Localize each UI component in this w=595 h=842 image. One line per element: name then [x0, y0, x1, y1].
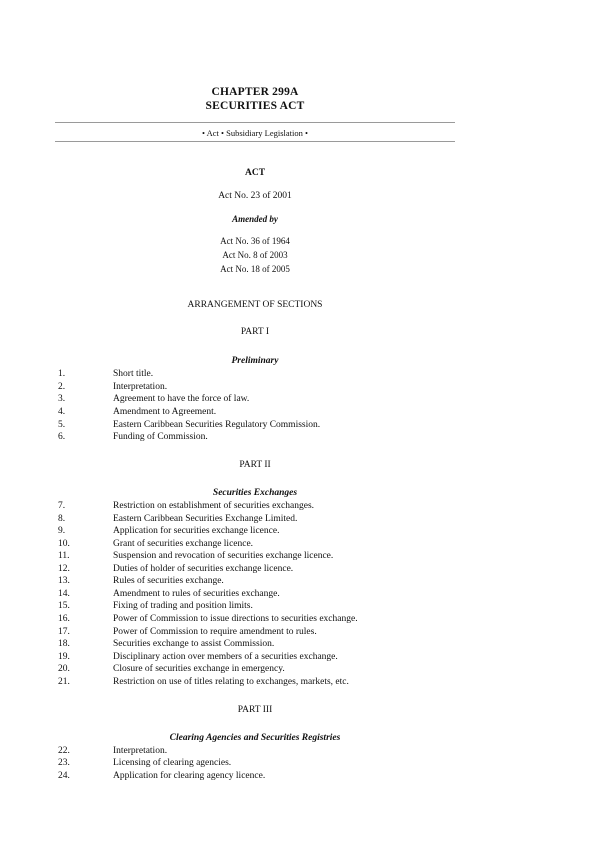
- section-number: 18.: [58, 639, 70, 649]
- section-title: Interpretation.: [113, 746, 168, 756]
- section-entry[interactable]: [58, 539, 253, 549]
- section-number: 20.: [58, 664, 70, 674]
- section-number: 1.: [58, 369, 66, 379]
- section-entry[interactable]: [58, 601, 253, 611]
- part-subheading: Securities Exchanges: [212, 488, 298, 498]
- section-title: Power of Commission to require amendment to rules.: [113, 627, 317, 637]
- section-entry[interactable]: [58, 394, 249, 404]
- section-number: 8.: [58, 514, 66, 524]
- section-entry[interactable]: [58, 627, 317, 637]
- part-heading: PART III: [237, 705, 273, 715]
- section-entry[interactable]: [58, 639, 274, 649]
- section-entry[interactable]: [58, 746, 167, 756]
- top-rule: [55, 122, 455, 123]
- section-entry[interactable]: [58, 382, 167, 392]
- section-entry[interactable]: [58, 576, 224, 586]
- section-title: Power of Commission to issue directions to securities exchange.: [113, 614, 358, 624]
- act-title: SECURITIES ACT: [205, 100, 305, 112]
- amendment-entry: Act No. 18 of 2005: [220, 264, 290, 274]
- section-title: Licensing of clearing agencies.: [113, 758, 232, 768]
- section-entry[interactable]: [58, 514, 297, 524]
- act-label: ACT: [244, 168, 266, 178]
- section-title: Disciplinary action over members of a securities exchange.: [113, 652, 338, 662]
- chapter-heading: CHAPTER 299A: [211, 86, 299, 98]
- section-title: Interpretation.: [113, 382, 168, 392]
- section-number: 7.: [58, 501, 66, 511]
- section-number: 3.: [58, 394, 66, 404]
- section-number: 11.: [58, 551, 70, 561]
- section-title: Restriction on establishment of securities exchanges.: [113, 501, 315, 511]
- section-nav-links[interactable]: • Act • Subsidiary Legislation •: [202, 128, 308, 138]
- section-entry[interactable]: [58, 677, 349, 687]
- section-title: Duties of holder of securities exchange licence.: [113, 564, 294, 574]
- section-entry[interactable]: [58, 758, 231, 768]
- section-number: 9.: [58, 526, 66, 536]
- section-number: 21.: [58, 677, 70, 687]
- section-number: 24.: [58, 771, 70, 781]
- section-number: 19.: [58, 652, 70, 662]
- section-number: 13.: [58, 576, 70, 586]
- section-entry[interactable]: [58, 501, 314, 511]
- section-entry[interactable]: [58, 771, 265, 781]
- section-entry[interactable]: [58, 614, 358, 624]
- part-heading: PART II: [239, 460, 271, 470]
- section-title: Eastern Caribbean Securities Exchange Limited.: [113, 514, 298, 524]
- section-title: Securities exchange to assist Commission.: [113, 639, 275, 649]
- section-number: 22.: [58, 746, 70, 756]
- part-heading: PART I: [240, 327, 270, 337]
- section-title: Application for securities exchange licence.: [113, 526, 280, 536]
- section-number: 23.: [58, 758, 70, 768]
- bottom-rule: [55, 141, 455, 142]
- section-entry[interactable]: [58, 664, 285, 674]
- section-title: Funding of Commission.: [113, 432, 208, 442]
- section-title: Rules of securities exchange.: [113, 576, 224, 586]
- section-entry[interactable]: [58, 551, 333, 561]
- section-entry[interactable]: [58, 652, 338, 662]
- section-entry[interactable]: [58, 589, 280, 599]
- section-title: Fixing of trading and position limits.: [113, 601, 253, 611]
- section-entry[interactable]: [58, 564, 293, 574]
- section-number: 15.: [58, 601, 70, 611]
- section-entry[interactable]: [58, 407, 216, 417]
- section-number: 4.: [58, 407, 66, 417]
- section-title: Amendment to Agreement.: [113, 407, 217, 417]
- section-number: 16.: [58, 614, 70, 624]
- section-number: 10.: [58, 539, 70, 549]
- amended-by-label: Amended by: [232, 214, 278, 224]
- arrangement-title: ARRANGEMENT OF SECTIONS: [187, 300, 323, 310]
- section-title: Application for clearing agency licence.: [113, 771, 266, 781]
- section-entry[interactable]: [58, 526, 279, 536]
- section-title: Short title.: [113, 369, 154, 379]
- section-title: Amendment to rules of securities exchange.: [113, 589, 280, 599]
- section-number: 14.: [58, 589, 70, 599]
- part-subheading: Clearing Agencies and Securities Registries: [169, 733, 341, 743]
- act-number: Act No. 23 of 2001: [218, 191, 292, 201]
- section-number: 6.: [58, 432, 66, 442]
- section-number: 5.: [58, 420, 66, 430]
- section-title: Suspension and revocation of securities exchange licence.: [113, 551, 334, 561]
- section-entry[interactable]: [58, 420, 320, 430]
- section-number: 12.: [58, 564, 70, 574]
- section-title: Eastern Caribbean Securities Regulatory Commission.: [113, 420, 321, 430]
- section-entry[interactable]: [58, 432, 208, 442]
- section-title: Closure of securities exchange in emergency.: [113, 664, 285, 674]
- section-entry[interactable]: [58, 369, 153, 379]
- amendment-entry: Act No. 8 of 2003: [222, 250, 288, 260]
- section-title: Restriction on use of titles relating to exchanges, markets, etc.: [113, 677, 349, 687]
- section-title: Agreement to have the force of law.: [113, 394, 250, 404]
- part-subheading: Preliminary: [231, 356, 279, 366]
- section-number: 17.: [58, 627, 70, 637]
- section-number: 2.: [58, 382, 66, 392]
- amendment-entry: Act No. 36 of 1964: [220, 236, 290, 246]
- section-title: Grant of securities exchange licence.: [113, 539, 254, 549]
